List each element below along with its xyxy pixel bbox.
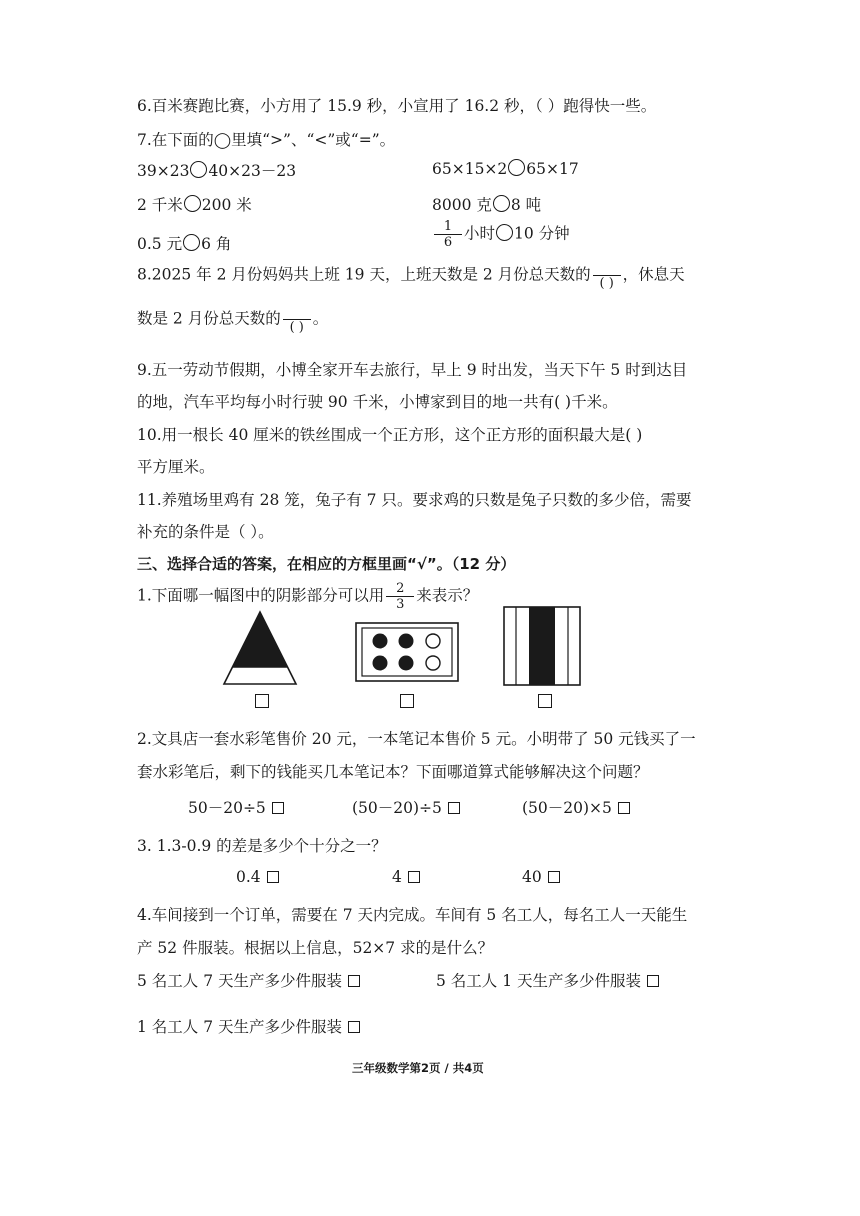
dots-figure (355, 622, 459, 682)
compare-circle[interactable] (493, 195, 510, 212)
choice-4-line-1: 4.车间接到一个订单，需要在 7 天内完成。车间有 5 名工人，每名工人一天能生 (137, 906, 688, 924)
compare-left: 8000 克 (432, 196, 492, 214)
option-checkbox[interactable] (448, 802, 460, 814)
choice-1-question (137, 581, 478, 612)
option-label: 0.4 (236, 868, 261, 886)
compare-right: 200 米 (201, 196, 252, 214)
compare-circle[interactable] (508, 159, 525, 176)
choice-4-option-2 (436, 969, 659, 991)
choice-4-option-3 (137, 1015, 360, 1037)
compare-left: 65×15×2 (432, 160, 508, 178)
fraction-blank-numerator (593, 260, 621, 276)
compare-right: 65×17 (526, 160, 579, 178)
compare-circle[interactable] (183, 234, 200, 251)
option-checkbox[interactable] (408, 871, 420, 883)
option-checkbox[interactable] (548, 871, 560, 883)
compare-right: 40×23－23 (208, 162, 297, 180)
fraction-blank-numerator (283, 304, 311, 320)
choice-3-option-3 (522, 868, 560, 886)
choice-2-option-2 (352, 796, 460, 818)
triangle-figure (222, 610, 298, 686)
option-label: (50－20)÷5 (352, 799, 442, 817)
question-8-text-end: ，休息天 (622, 265, 685, 284)
fraction-blank[interactable] (593, 260, 621, 291)
question-11-line-1: 11.养殖场里鸡有 28 笼，兔子有 7 只。要求鸡的只数是兔子只数的多少倍，需要 (137, 491, 692, 509)
compare-left: 0.5 元 (137, 235, 183, 253)
option-checkbox[interactable] (267, 871, 279, 883)
compare-right: 6 角 (201, 235, 232, 253)
compare-circle[interactable] (496, 224, 513, 241)
question-8-text: 8.2025 年 2 月份妈妈共上班 19 天，上班天数是 2 月份总天数的 (137, 265, 591, 284)
question-8-line-1 (137, 260, 685, 291)
compare-left: 2 千米 (137, 196, 183, 214)
compare-item-2 (432, 159, 579, 178)
option-checkbox[interactable] (647, 975, 659, 987)
question-8-text: 数是 2 月份总天数的 (137, 309, 281, 328)
compare-right: 8 吨 (510, 196, 542, 214)
question-8-text-end: 。 (312, 309, 329, 328)
fraction-blank[interactable] (283, 304, 311, 335)
fraction-blank-denominator: ( ) (599, 276, 614, 291)
question-11-line-2: 补充的条件是（ ）。 (137, 523, 274, 541)
fraction-denominator: 6 (443, 235, 453, 250)
compare-item-1 (137, 159, 296, 181)
option-label: 40 (522, 868, 542, 886)
option-label: 1 名工人 7 天生产多少件服装 (137, 1018, 343, 1036)
choice-1-checkbox-2[interactable] (400, 694, 414, 708)
choice-3-option-2 (392, 868, 420, 886)
choice-4-line-2: 产 52 件服装。根据以上信息，52×7 求的是什么？ (137, 939, 494, 957)
choice-3-question: 3. 1.3-0.9 的差是多少个十分之一？ (137, 837, 387, 855)
section-3-title: 三、选择合适的答案，在相应的方框里画“√”。（12 分） (137, 555, 516, 573)
compare-circle[interactable] (184, 195, 201, 212)
option-checkbox[interactable] (348, 1021, 360, 1033)
compare-item-6 (432, 219, 570, 250)
choice-1-text: 1.下面哪一幅图中的阴影部分可以用 (137, 586, 385, 605)
option-checkbox[interactable] (348, 975, 360, 987)
choice-4-option-1 (137, 969, 360, 991)
compare-item-4 (432, 193, 541, 215)
fraction-blank-denominator: ( ) (289, 320, 304, 335)
fraction-numerator: 2 (386, 581, 414, 597)
fraction (386, 581, 414, 612)
question-10-line-1: 10.用一根长 40 厘米的铁丝围成一个正方形，这个正方形的面积最大是( ) (137, 426, 643, 444)
striped-rectangle-figure (503, 606, 581, 686)
choice-2-line-2: 套水彩笔后，剩下的钱能买几本笔记本？下面哪道算式能够解决这个问题？ (137, 763, 649, 781)
question-9-line-2: 的地，汽车平均每小时行驶 90 千米，小博家到目的地一共有( )千米。 (137, 393, 618, 411)
fraction (434, 219, 462, 250)
option-checkbox[interactable] (272, 802, 284, 814)
fraction-numerator: 1 (434, 219, 462, 235)
question-8-line-2 (137, 304, 328, 335)
compare-item-3 (137, 193, 252, 215)
option-label: (50－20)×5 (522, 799, 612, 817)
choice-2-option-1 (188, 796, 284, 818)
option-label: 5 名工人 7 天生产多少件服装 (137, 972, 343, 990)
choice-2-line-1: 2.文具店一套水彩笔售价 20 元，一本笔记本售价 5 元。小明带了 50 元钱买了一 (137, 730, 696, 748)
question-6: 6.百米赛跑比赛，小方用了 15.9 秒，小宣用了 16.2 秒，（ ）跑得快一些。 (137, 97, 657, 115)
question-9-line-1: 9.五一劳动节假期，小博全家开车去旅行，早上 9 时出发，当天下午 5 时到达目 (137, 361, 688, 379)
choice-1-checkbox-3[interactable] (538, 694, 552, 708)
compare-left: 39×23 (137, 162, 190, 180)
compare-circle[interactable] (190, 161, 207, 178)
page-footer: 三年级数学第2页 / 共4页 (352, 1061, 484, 1075)
question-7-title: 7.在下面的◯里填“>”、“<”或“=”。 (137, 131, 396, 149)
choice-1-checkbox-1[interactable] (255, 694, 269, 708)
option-label: 50－20÷5 (188, 799, 266, 817)
choice-1-text-end: 来表示？ (416, 586, 479, 605)
question-10-line-2: 平方厘米。 (137, 458, 215, 476)
choice-2-option-3 (522, 796, 630, 818)
compare-right: 10 分钟 (514, 224, 570, 243)
compare-left: 小时 (464, 224, 496, 243)
option-label: 5 名工人 1 天生产多少件服装 (436, 972, 642, 990)
option-label: 4 (392, 868, 402, 886)
compare-item-5 (137, 232, 231, 254)
choice-3-option-1 (236, 868, 279, 886)
option-checkbox[interactable] (618, 802, 630, 814)
fraction-denominator: 3 (396, 597, 405, 612)
